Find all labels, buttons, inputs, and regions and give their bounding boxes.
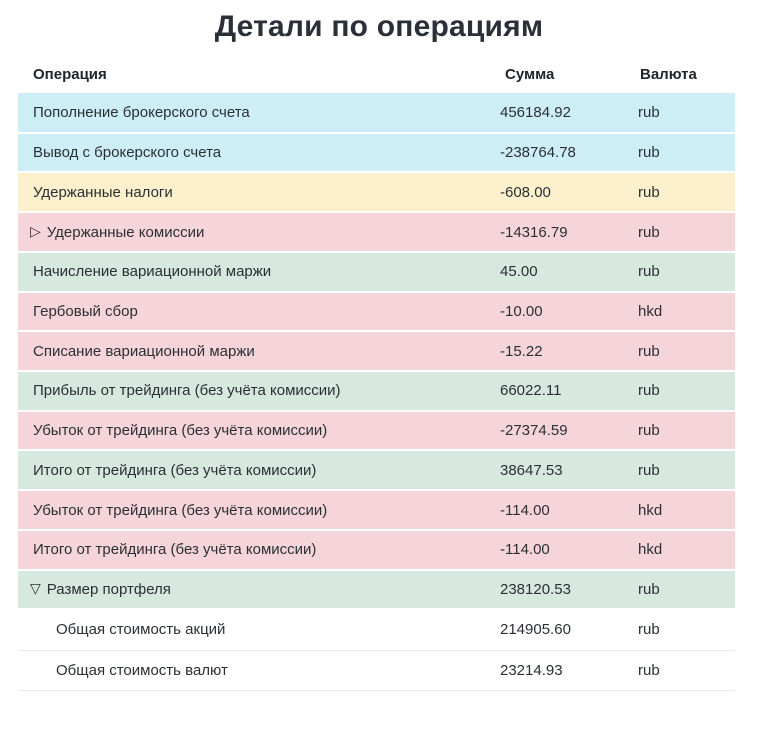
table-row bbox=[18, 609, 735, 650]
operation-cell bbox=[18, 490, 500, 530]
row-label: Начисление вариационной маржи bbox=[33, 263, 272, 281]
row-amount: -608.00 bbox=[500, 172, 638, 212]
page-title: Детали по операциям bbox=[214, 10, 544, 43]
table-row bbox=[18, 331, 735, 371]
row-amount: 66022.11 bbox=[500, 371, 638, 411]
operation-cell bbox=[18, 570, 500, 610]
operation-cell bbox=[18, 212, 500, 252]
table-row bbox=[18, 133, 735, 173]
operation-cell bbox=[18, 650, 500, 691]
operations-table bbox=[18, 46, 735, 691]
table-row[interactable] bbox=[18, 570, 735, 610]
row-currency: rub bbox=[638, 133, 735, 173]
row-currency: hkd bbox=[638, 490, 735, 530]
row-currency: rub bbox=[638, 609, 735, 650]
row-currency: rub bbox=[638, 570, 735, 610]
triangle-down-icon[interactable]: ▽ bbox=[30, 579, 41, 596]
operation-cell bbox=[18, 371, 500, 411]
column-header-currency: Валюта bbox=[640, 66, 697, 83]
row-amount: -238764.78 bbox=[500, 133, 638, 173]
row-label: Гербовый сбор bbox=[33, 302, 138, 320]
table-row bbox=[18, 292, 735, 332]
row-currency: rub bbox=[638, 172, 735, 212]
table-header-row bbox=[18, 46, 735, 93]
row-label: Общая стоимость акций bbox=[56, 621, 226, 639]
table-row bbox=[18, 371, 735, 411]
operation-cell bbox=[18, 172, 500, 212]
operation-cell bbox=[18, 530, 500, 570]
table-row bbox=[18, 93, 735, 133]
row-currency: rub bbox=[638, 212, 735, 252]
row-currency: rub bbox=[638, 411, 735, 451]
table-row[interactable] bbox=[18, 212, 735, 252]
table-row bbox=[18, 530, 735, 570]
row-label: Списание вариационной маржи bbox=[33, 342, 255, 360]
row-label: Убыток от трейдинга (без учёта комиссии) bbox=[33, 422, 328, 440]
table-row bbox=[18, 411, 735, 451]
table-row bbox=[18, 172, 735, 212]
operation-cell bbox=[18, 609, 500, 650]
column-header-amount: Сумма bbox=[505, 66, 555, 83]
row-currency: rub bbox=[638, 371, 735, 411]
table-body bbox=[18, 93, 735, 691]
row-label: Удержанные налоги bbox=[33, 183, 173, 201]
table-row bbox=[18, 650, 735, 691]
row-currency: rub bbox=[638, 93, 735, 133]
row-amount: -114.00 bbox=[500, 530, 638, 570]
triangle-right-icon[interactable]: ▷ bbox=[30, 222, 41, 239]
row-label: Удержанные комиссии bbox=[46, 223, 205, 241]
table-row bbox=[18, 252, 735, 292]
row-currency: rub bbox=[638, 252, 735, 292]
operation-cell bbox=[18, 292, 500, 332]
row-label: Общая стоимость валют bbox=[56, 661, 228, 679]
row-amount: 23214.93 bbox=[500, 650, 638, 691]
row-amount: -10.00 bbox=[500, 292, 638, 332]
row-currency: hkd bbox=[638, 530, 735, 570]
row-label: Размер портфеля bbox=[46, 580, 171, 598]
operation-cell bbox=[18, 411, 500, 451]
operation-cell bbox=[18, 133, 500, 173]
row-amount: -14316.79 bbox=[500, 212, 638, 252]
operation-cell bbox=[18, 252, 500, 292]
row-label: Итого от трейдинга (без учёта комиссии) bbox=[33, 541, 317, 559]
row-label: Вывод с брокерского счета bbox=[33, 144, 222, 162]
row-amount: -27374.59 bbox=[500, 411, 638, 451]
row-currency: hkd bbox=[638, 292, 735, 332]
column-header-operation: Операция bbox=[33, 66, 107, 83]
row-amount: 238120.53 bbox=[500, 570, 638, 610]
row-currency: rub bbox=[638, 331, 735, 371]
row-amount: 45.00 bbox=[500, 252, 638, 292]
table-row bbox=[18, 450, 735, 490]
row-amount: 38647.53 bbox=[500, 450, 638, 490]
row-currency: rub bbox=[638, 450, 735, 490]
operation-cell bbox=[18, 450, 500, 490]
row-label: Итого от трейдинга (без учёта комиссии) bbox=[33, 461, 317, 479]
row-label: Убыток от трейдинга (без учёта комиссии) bbox=[33, 501, 328, 519]
row-amount: 214905.60 bbox=[500, 609, 638, 650]
row-label: Прибыль от трейдинга (без учёта комиссии) bbox=[33, 382, 341, 400]
table-row bbox=[18, 490, 735, 530]
row-amount: 456184.92 bbox=[500, 93, 638, 133]
row-amount: -15.22 bbox=[500, 331, 638, 371]
row-label: Пополнение брокерского счета bbox=[33, 103, 250, 121]
operation-cell bbox=[18, 93, 500, 133]
row-currency: rub bbox=[638, 650, 735, 691]
operation-cell bbox=[18, 331, 500, 371]
row-amount: -114.00 bbox=[500, 490, 638, 530]
